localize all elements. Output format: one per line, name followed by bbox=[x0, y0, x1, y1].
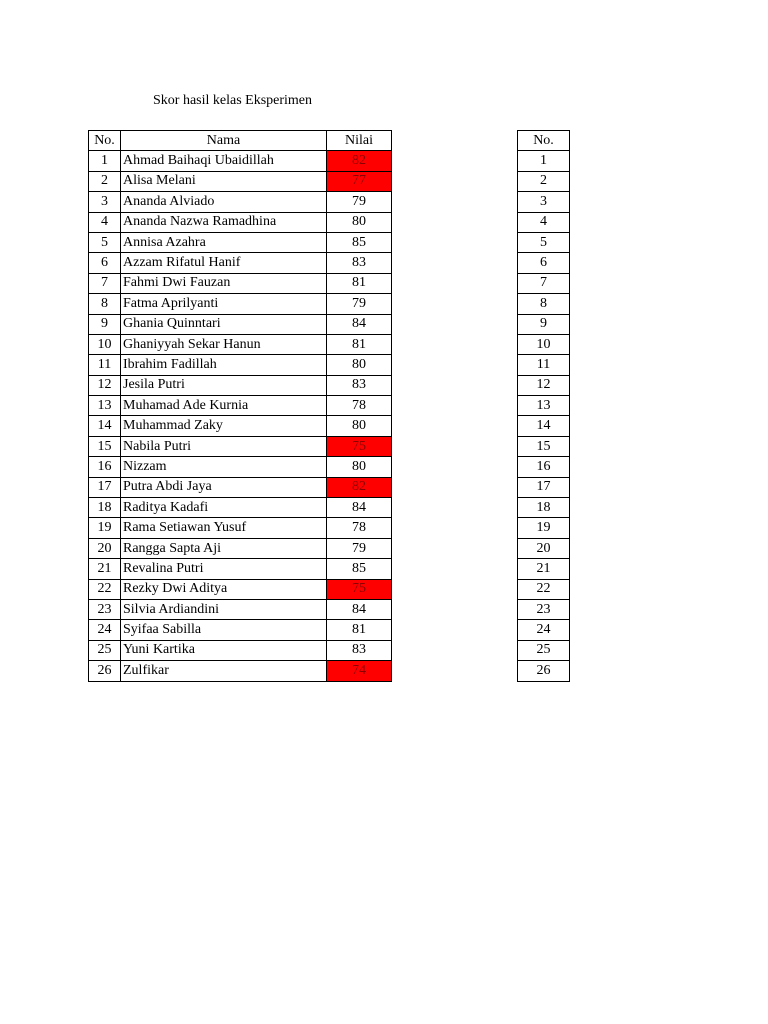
score-cell: 84 bbox=[327, 599, 392, 619]
number-row bbox=[518, 212, 570, 232]
side-row-number: 13 bbox=[518, 396, 570, 416]
number-row bbox=[518, 334, 570, 354]
student-name: Ahmad Baihaqi Ubaidillah bbox=[121, 151, 327, 171]
score-cell: 80 bbox=[327, 212, 392, 232]
table-row bbox=[89, 579, 392, 599]
side-row-number: 10 bbox=[518, 334, 570, 354]
row-number: 23 bbox=[89, 599, 121, 619]
side-row-number: 12 bbox=[518, 375, 570, 395]
number-row bbox=[518, 620, 570, 640]
side-row-number: 20 bbox=[518, 538, 570, 558]
table-row bbox=[89, 599, 392, 619]
number-row bbox=[518, 253, 570, 273]
student-name: Rama Setiawan Yusuf bbox=[121, 518, 327, 538]
side-row-number: 14 bbox=[518, 416, 570, 436]
student-name: Ibrahim Fadillah bbox=[121, 355, 327, 375]
student-name: Silvia Ardiandini bbox=[121, 599, 327, 619]
side-row-number: 2 bbox=[518, 171, 570, 191]
score-cell-highlighted: 77 bbox=[327, 171, 392, 191]
score-cell: 78 bbox=[327, 518, 392, 538]
table-row bbox=[89, 232, 392, 252]
side-row-number: 11 bbox=[518, 355, 570, 375]
number-row bbox=[518, 192, 570, 212]
number-row bbox=[518, 151, 570, 171]
row-number: 4 bbox=[89, 212, 121, 232]
number-row bbox=[518, 314, 570, 334]
table-row bbox=[89, 273, 392, 293]
table-row bbox=[89, 498, 392, 518]
score-cell: 79 bbox=[327, 192, 392, 212]
row-number: 13 bbox=[89, 396, 121, 416]
table-header-row bbox=[89, 131, 392, 151]
side-row-number: 6 bbox=[518, 253, 570, 273]
table-row bbox=[89, 396, 392, 416]
score-cell: 78 bbox=[327, 396, 392, 416]
number-table-body bbox=[518, 151, 570, 681]
row-number: 18 bbox=[89, 498, 121, 518]
number-row bbox=[518, 355, 570, 375]
header-nama: Nama bbox=[121, 131, 327, 151]
student-name: Syifaa Sabilla bbox=[121, 620, 327, 640]
side-row-number: 16 bbox=[518, 457, 570, 477]
student-name: Annisa Azahra bbox=[121, 232, 327, 252]
table-row bbox=[89, 314, 392, 334]
student-name: Nizzam bbox=[121, 457, 327, 477]
number-row bbox=[518, 436, 570, 456]
student-name: Fatma Aprilyanti bbox=[121, 294, 327, 314]
student-name: Raditya Kadafi bbox=[121, 498, 327, 518]
student-name: Zulfikar bbox=[121, 661, 327, 681]
score-table-body bbox=[89, 151, 392, 681]
student-name: Revalina Putri bbox=[121, 559, 327, 579]
student-name: Ghania Quinntari bbox=[121, 314, 327, 334]
table-row bbox=[89, 416, 392, 436]
number-row bbox=[518, 640, 570, 660]
side-row-number: 21 bbox=[518, 559, 570, 579]
table-row bbox=[89, 151, 392, 171]
row-number: 22 bbox=[89, 579, 121, 599]
score-cell-highlighted: 75 bbox=[327, 436, 392, 456]
number-row bbox=[518, 232, 570, 252]
score-cell-highlighted: 82 bbox=[327, 151, 392, 171]
number-row bbox=[518, 477, 570, 497]
student-name: Putra Abdi Jaya bbox=[121, 477, 327, 497]
side-row-number: 1 bbox=[518, 151, 570, 171]
score-cell: 83 bbox=[327, 253, 392, 273]
student-name: Rezky Dwi Aditya bbox=[121, 579, 327, 599]
number-table bbox=[517, 130, 570, 682]
score-cell: 80 bbox=[327, 355, 392, 375]
table-row bbox=[89, 294, 392, 314]
row-number: 9 bbox=[89, 314, 121, 334]
row-number: 21 bbox=[89, 559, 121, 579]
student-name: Nabila Putri bbox=[121, 436, 327, 456]
student-name: Fahmi Dwi Fauzan bbox=[121, 273, 327, 293]
row-number: 3 bbox=[89, 192, 121, 212]
score-cell: 81 bbox=[327, 334, 392, 354]
student-name: Ananda Nazwa Ramadhina bbox=[121, 212, 327, 232]
side-row-number: 26 bbox=[518, 661, 570, 681]
score-cell: 84 bbox=[327, 498, 392, 518]
table-row bbox=[89, 192, 392, 212]
row-number: 8 bbox=[89, 294, 121, 314]
student-name: Rangga Sapta Aji bbox=[121, 538, 327, 558]
score-cell: 80 bbox=[327, 416, 392, 436]
number-row bbox=[518, 559, 570, 579]
table-row bbox=[89, 457, 392, 477]
score-cell: 84 bbox=[327, 314, 392, 334]
side-row-number: 8 bbox=[518, 294, 570, 314]
table-row bbox=[89, 477, 392, 497]
number-row bbox=[518, 396, 570, 416]
table-row bbox=[89, 334, 392, 354]
score-cell: 81 bbox=[327, 273, 392, 293]
row-number: 12 bbox=[89, 375, 121, 395]
row-number: 24 bbox=[89, 620, 121, 640]
student-name: Alisa Melani bbox=[121, 171, 327, 191]
score-table bbox=[88, 130, 392, 682]
row-number: 19 bbox=[89, 518, 121, 538]
header-nilai: Nilai bbox=[327, 131, 392, 151]
row-number: 14 bbox=[89, 416, 121, 436]
student-name: Ghaniyyah Sekar Hanun bbox=[121, 334, 327, 354]
number-row bbox=[518, 518, 570, 538]
number-row bbox=[518, 538, 570, 558]
side-row-number: 7 bbox=[518, 273, 570, 293]
row-number: 10 bbox=[89, 334, 121, 354]
header-no-side: No. bbox=[518, 131, 570, 151]
row-number: 7 bbox=[89, 273, 121, 293]
side-row-number: 4 bbox=[518, 212, 570, 232]
score-cell-highlighted: 75 bbox=[327, 579, 392, 599]
table-row bbox=[89, 661, 392, 681]
number-row bbox=[518, 171, 570, 191]
row-number: 2 bbox=[89, 171, 121, 191]
number-table-header-row bbox=[518, 131, 570, 151]
side-row-number: 24 bbox=[518, 620, 570, 640]
score-cell: 83 bbox=[327, 640, 392, 660]
number-row bbox=[518, 273, 570, 293]
number-row bbox=[518, 579, 570, 599]
row-number: 17 bbox=[89, 477, 121, 497]
row-number: 5 bbox=[89, 232, 121, 252]
number-row bbox=[518, 498, 570, 518]
student-name: Yuni Kartika bbox=[121, 640, 327, 660]
table-row bbox=[89, 375, 392, 395]
row-number: 16 bbox=[89, 457, 121, 477]
student-name: Muhammad Zaky bbox=[121, 416, 327, 436]
score-cell: 83 bbox=[327, 375, 392, 395]
table-row bbox=[89, 171, 392, 191]
number-row bbox=[518, 416, 570, 436]
table-row bbox=[89, 212, 392, 232]
row-number: 11 bbox=[89, 355, 121, 375]
score-cell: 81 bbox=[327, 620, 392, 640]
number-row bbox=[518, 457, 570, 477]
number-row bbox=[518, 599, 570, 619]
side-row-number: 19 bbox=[518, 518, 570, 538]
side-row-number: 9 bbox=[518, 314, 570, 334]
score-cell: 79 bbox=[327, 538, 392, 558]
row-number: 15 bbox=[89, 436, 121, 456]
side-row-number: 15 bbox=[518, 436, 570, 456]
row-number: 6 bbox=[89, 253, 121, 273]
student-name: Azzam Rifatul Hanif bbox=[121, 253, 327, 273]
row-number: 25 bbox=[89, 640, 121, 660]
table-row bbox=[89, 518, 392, 538]
side-row-number: 18 bbox=[518, 498, 570, 518]
side-row-number: 3 bbox=[518, 192, 570, 212]
student-name: Jesila Putri bbox=[121, 375, 327, 395]
side-row-number: 25 bbox=[518, 640, 570, 660]
table-row bbox=[89, 436, 392, 456]
header-no: No. bbox=[89, 131, 121, 151]
table-row bbox=[89, 538, 392, 558]
score-cell-highlighted: 82 bbox=[327, 477, 392, 497]
number-row bbox=[518, 661, 570, 681]
row-number: 1 bbox=[89, 151, 121, 171]
row-number: 20 bbox=[89, 538, 121, 558]
table-row bbox=[89, 559, 392, 579]
score-cell: 85 bbox=[327, 559, 392, 579]
side-row-number: 5 bbox=[518, 232, 570, 252]
row-number: 26 bbox=[89, 661, 121, 681]
number-row bbox=[518, 294, 570, 314]
table-row bbox=[89, 355, 392, 375]
side-row-number: 22 bbox=[518, 579, 570, 599]
score-cell-highlighted: 74 bbox=[327, 661, 392, 681]
side-row-number: 17 bbox=[518, 477, 570, 497]
student-name: Muhamad Ade Kurnia bbox=[121, 396, 327, 416]
score-cell: 85 bbox=[327, 232, 392, 252]
number-row bbox=[518, 375, 570, 395]
score-cell: 80 bbox=[327, 457, 392, 477]
score-cell: 79 bbox=[327, 294, 392, 314]
table-row bbox=[89, 640, 392, 660]
side-row-number: 23 bbox=[518, 599, 570, 619]
table-row bbox=[89, 620, 392, 640]
table-row bbox=[89, 253, 392, 273]
student-name: Ananda Alviado bbox=[121, 192, 327, 212]
page-title: Skor hasil kelas Eksperimen bbox=[153, 93, 313, 108]
